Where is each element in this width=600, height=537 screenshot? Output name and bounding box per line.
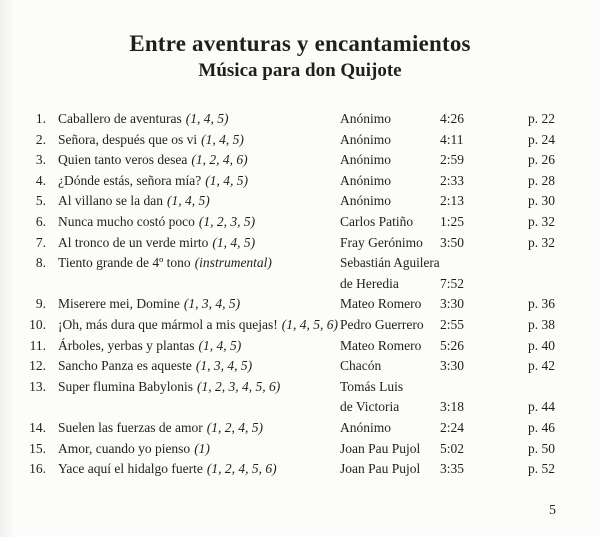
- track-title: [58, 152, 340, 168]
- track-page: p. 46: [528, 419, 555, 435]
- track-number: 4.: [35, 172, 46, 188]
- track-duration: 4:11: [440, 131, 464, 147]
- track-duration: 2:33: [440, 172, 465, 188]
- track-title-text: Señora, después que os vi: [58, 131, 198, 147]
- track-title-text: Árboles, yerbas y plantas: [58, 337, 195, 353]
- track-number: 12.: [29, 358, 46, 374]
- track-title-text: Al tronco de un verde mirto: [58, 234, 209, 250]
- track-title: [58, 193, 340, 209]
- track-row: [20, 235, 580, 256]
- track-duration: 5:02: [440, 440, 465, 456]
- track-duration: 5:26: [440, 337, 465, 353]
- track-performers: (1, 4, 5): [185, 111, 229, 126]
- track-title: [58, 461, 340, 477]
- page-number: 5: [549, 503, 556, 518]
- track-title-text: Yace aquí el hidalgo fuerte: [58, 461, 203, 477]
- track-page: p. 22: [528, 111, 555, 126]
- track-row: [20, 152, 580, 173]
- track-composer: Mateo Romero: [340, 337, 422, 353]
- track-composer: Pedro Guerrero: [340, 316, 424, 332]
- track-row: [20, 441, 580, 462]
- track-title: [58, 441, 340, 457]
- track-performers: (1, 4, 5): [212, 234, 256, 250]
- track-title-text: Caballero de aventuras: [58, 111, 182, 126]
- track-composer: Mateo Romero: [340, 296, 422, 312]
- track-composer: Anónimo: [340, 419, 392, 435]
- track-title: [58, 338, 340, 354]
- track-page: p. 52: [528, 461, 555, 477]
- track-page: p. 32: [528, 213, 555, 229]
- track-row: [20, 132, 580, 153]
- track-duration: 3:30: [440, 296, 465, 312]
- track-duration: 2:55: [440, 316, 465, 332]
- track-composer: Anónimo: [340, 152, 392, 168]
- track-composer: Tomás Luis: [340, 378, 404, 394]
- track-row: [20, 111, 580, 132]
- track-title-text: Super flumina Babylonis: [58, 378, 193, 394]
- track-composer: Anónimo: [340, 111, 392, 126]
- track-composer: Joan Pau Pujol: [340, 461, 421, 477]
- track-composer: Anónimo: [340, 172, 392, 188]
- track-title-text: Al villano se la dan: [58, 193, 163, 209]
- track-number: 5.: [35, 193, 46, 209]
- track-performers: (1, 3, 4, 5): [183, 296, 241, 312]
- track-title: [58, 214, 340, 230]
- track-title: [58, 111, 340, 127]
- track-title-text: ¿Dónde estás, señora mía?: [58, 172, 202, 188]
- track-title: [58, 173, 340, 189]
- track-page: p. 42: [528, 358, 555, 374]
- track-row: [20, 296, 580, 317]
- track-title-text: Suelen las fuerzas de amor: [58, 419, 203, 435]
- track-title: [58, 420, 340, 436]
- track-number: 8.: [35, 255, 46, 271]
- track-title: [58, 379, 340, 395]
- track-row: [20, 276, 580, 297]
- track-performers: (1, 2, 4, 6): [191, 152, 248, 168]
- track-number: 3.: [35, 152, 46, 168]
- track-row: [20, 379, 580, 400]
- track-duration: 3:35: [440, 461, 465, 477]
- track-number: 15.: [29, 440, 46, 456]
- track-number: 10.: [29, 316, 46, 332]
- page-subtitle: Música para don Quijote: [198, 60, 402, 81]
- track-performers: (1, 2, 4, 5): [206, 419, 263, 435]
- track-title: [58, 317, 340, 333]
- track-duration: 7:52: [440, 275, 465, 291]
- track-title-text: Quien tanto veros desea: [58, 152, 188, 168]
- track-performers: (1, 4, 5): [166, 193, 210, 209]
- track-page: p. 44: [528, 399, 555, 415]
- track-performers: (1, 4, 5): [201, 131, 244, 147]
- track-title: [58, 296, 340, 312]
- track-composer: Chacón: [340, 358, 382, 374]
- track-title-text: Amor, cuando yo pienso: [58, 440, 191, 456]
- track-row: [20, 399, 580, 420]
- track-duration: 3:18: [440, 399, 465, 415]
- track-performers: (instrumental): [194, 255, 272, 271]
- track-title: [58, 255, 340, 271]
- track-row: [20, 173, 580, 194]
- track-performers: (1, 2, 3, 5): [198, 213, 256, 229]
- track-composer: Carlos Patiño: [340, 213, 414, 229]
- track-page: p. 32: [528, 234, 555, 250]
- track-number: 16.: [29, 461, 46, 477]
- track-number: 13.: [29, 378, 46, 394]
- track-duration: 3:50: [440, 234, 465, 250]
- track-number: 7.: [35, 234, 46, 250]
- track-performers: (1, 2, 4, 5, 6): [206, 461, 277, 477]
- track-row: [20, 255, 580, 276]
- track-composer: Fray Gerónimo: [340, 234, 423, 250]
- track-composer: Anónimo: [340, 193, 392, 209]
- track-page: p. 36: [528, 296, 555, 312]
- track-performers: (1, 2, 3, 4, 5, 6): [197, 378, 281, 394]
- track-page: p. 50: [528, 440, 555, 456]
- track-row: [20, 193, 580, 214]
- page-title: Entre aventuras y encantamientos: [129, 31, 471, 56]
- track-composer: Sebastián Aguilera: [340, 255, 440, 271]
- track-duration: 2:13: [440, 193, 465, 209]
- track-row: [20, 338, 580, 359]
- track-row: [20, 317, 580, 338]
- track-duration: 3:30: [440, 358, 465, 374]
- track-page: p. 26: [528, 152, 555, 168]
- track-title-text: Sancho Panza es aqueste: [58, 358, 192, 374]
- track-title-text: Tiento grande de 4º tono: [58, 255, 191, 271]
- track-row: [20, 214, 580, 235]
- track-row: [20, 358, 580, 379]
- track-composer: de Victoria: [340, 399, 400, 415]
- track-title: [58, 132, 340, 148]
- track-title-text: ¡Oh, más dura que mármol a mis quejas!: [58, 316, 278, 332]
- track-page: p. 28: [528, 172, 555, 188]
- track-performers: (1): [194, 440, 210, 456]
- track-title: [58, 358, 340, 374]
- track-duration: 2:24: [440, 419, 465, 435]
- track-number: 1.: [35, 111, 46, 126]
- track-composer: Anónimo: [340, 131, 392, 147]
- track-duration: 4:26: [440, 111, 465, 126]
- track-title-text: Miserere mei, Domine: [58, 296, 180, 312]
- track-list: [20, 111, 580, 482]
- track-page: p. 24: [528, 131, 555, 147]
- track-number: 2.: [35, 131, 46, 147]
- track-performers: (1, 4, 5): [198, 337, 242, 353]
- track-title: [58, 235, 340, 251]
- track-number: 9.: [35, 296, 46, 312]
- track-number: 6.: [35, 213, 46, 229]
- track-number: 11.: [29, 337, 46, 353]
- track-page: p. 40: [528, 337, 555, 353]
- track-duration: 1:25: [440, 213, 465, 229]
- track-page: p. 38: [528, 316, 555, 332]
- track-composer: de Heredia: [340, 275, 399, 291]
- track-number: 14.: [29, 419, 46, 435]
- track-performers: (1, 4, 5): [205, 172, 248, 188]
- track-row: [20, 461, 580, 482]
- track-composer: Joan Pau Pujol: [340, 440, 421, 456]
- track-title-text: Nunca mucho costó poco: [58, 213, 195, 229]
- track-duration: 2:59: [440, 152, 465, 168]
- track-page: p. 30: [528, 193, 555, 209]
- track-row: [20, 420, 580, 441]
- track-performers: (1, 4, 5, 6): [281, 316, 338, 332]
- track-performers: (1, 3, 4, 5): [195, 358, 253, 374]
